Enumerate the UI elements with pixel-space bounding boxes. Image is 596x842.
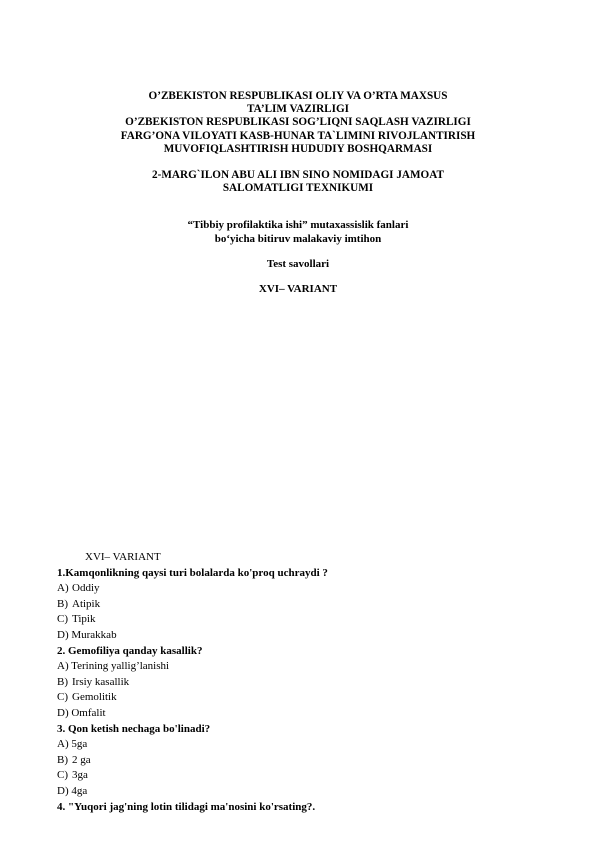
option-3c: C) 3ga <box>57 769 88 782</box>
variant-title: XVI– VARIANT <box>258 283 338 296</box>
question-2: 2. Gemofiliya qanday kasallik? <box>57 644 203 657</box>
title-block <box>0 90 596 296</box>
option-1b: B) Atipik <box>57 597 101 610</box>
option-3a: A) 5ga <box>57 738 88 751</box>
school-line-1: 2-MARG`ILON ABU ALI IBN SINO NOMIDAGI JAMOAT <box>152 169 444 182</box>
question-1: 1.Kamqonlikning qaysi turi bolalarda ko'proq uchraydi ? <box>57 566 328 579</box>
option-2c: C) Gemolitik <box>57 691 117 704</box>
questions-section <box>57 550 577 815</box>
school-line-2: SALOMATLIGI TEXNIKUMI <box>222 182 374 195</box>
ministry-line-5: MUVOFIQLASHTIRISH HUDUDIY BOSHQARMASI <box>163 142 433 155</box>
option-3b: B) 2 ga <box>57 753 91 766</box>
ministry-line-4: FARG’ONA VILOYATI KASB-HUNAR TA`LIMINI RIVOJLANTIRISH <box>120 129 476 142</box>
option-1a: A) Oddiy <box>57 582 100 595</box>
test-title: Test savollari <box>266 257 330 270</box>
option-2d: D) Omfalit <box>57 706 106 719</box>
ministry-line-2: TA’LIM VAZIRLIGI <box>246 103 350 116</box>
option-1c: C) Tipik <box>57 613 96 626</box>
ministry-line-3: O’ZBEKISTON RESPUBLIKASI SOG’LIQNI SAQLASH VAZIRLIGI <box>125 116 471 129</box>
exam-line-2: bo‘yicha bitiruv malakaviy imtihon <box>214 232 382 245</box>
ministry-line-1: O’ZBEKISTON RESPUBLIKASI OLIY VA O’RTA MAXSUS <box>148 90 448 102</box>
option-3d: D) 4ga <box>57 784 88 797</box>
option-2b: B) Irsiy kasallik <box>57 675 130 688</box>
question-4: 4. "Yuqori jag'ning lotin tilidagi ma'nosini ko'rsating?. <box>57 800 316 813</box>
option-2a: A) Terining yallig’lanishi <box>57 660 170 673</box>
option-1d: D) Murakkab <box>57 628 117 641</box>
question-3: 3. Qon ketish nechaga bo'linadi? <box>57 722 211 735</box>
exam-line-1: “Tibbiy profilaktika ishi” mutaxassislik fanlari <box>187 219 409 232</box>
variant-label: XVI– VARIANT <box>85 551 161 563</box>
